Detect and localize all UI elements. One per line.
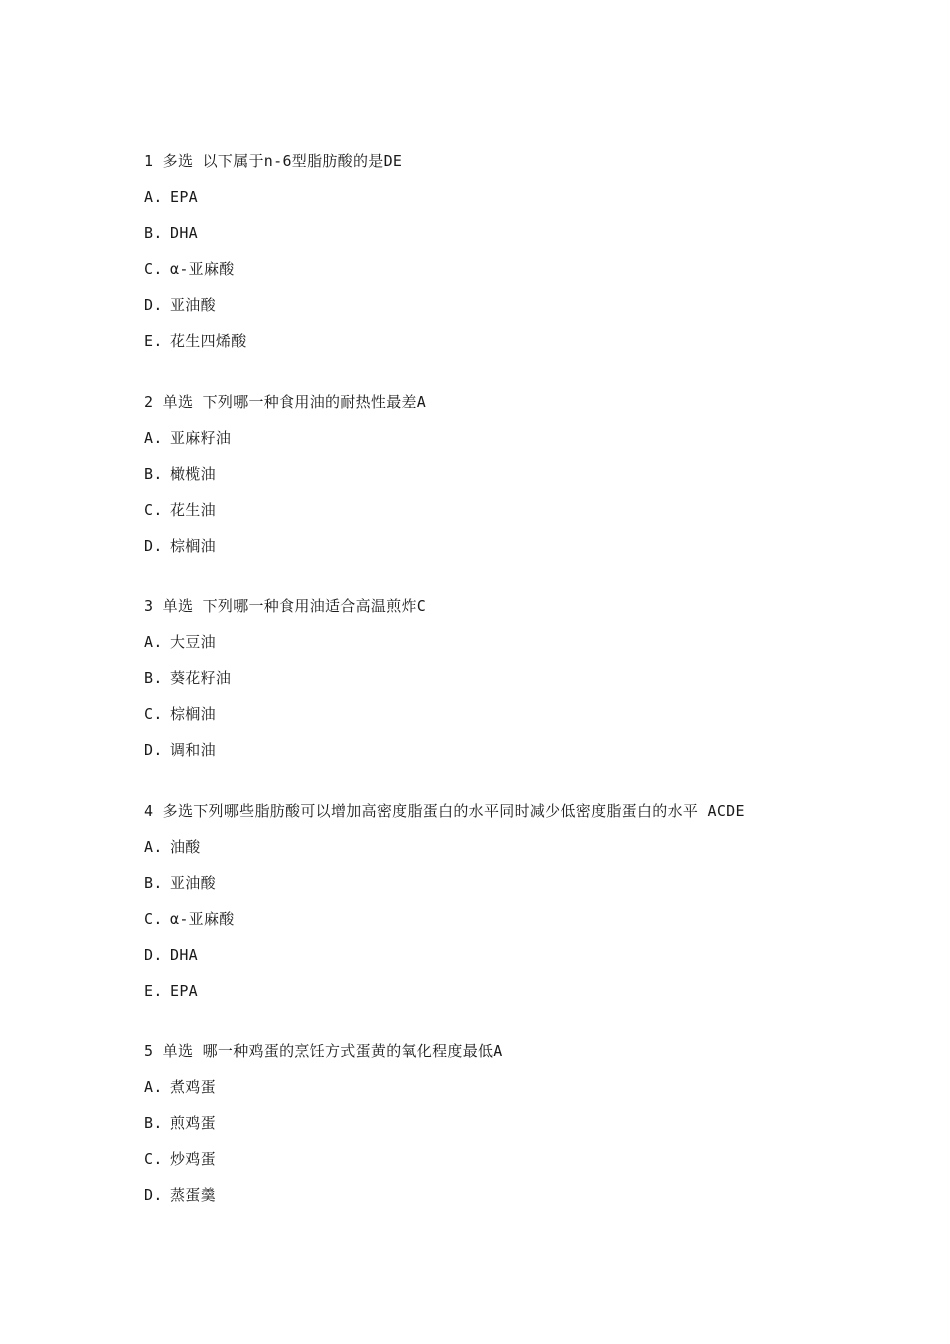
option-text: 葵花籽油 — [170, 669, 232, 687]
question-5 — [144, 1041, 904, 1205]
option-c — [144, 1149, 904, 1169]
option-text: 花生油 — [170, 501, 216, 519]
option-text: 煎鸡蛋 — [170, 1114, 216, 1132]
option-text: 蒸蛋羹 — [170, 1186, 216, 1204]
option-b — [144, 223, 904, 243]
option-d — [144, 295, 904, 315]
option-text: 煮鸡蛋 — [170, 1078, 216, 1096]
option-letter: A. — [144, 633, 163, 651]
option-b — [144, 1113, 904, 1133]
option-a — [144, 428, 904, 448]
option-a — [144, 837, 904, 857]
option-letter: C. — [144, 1150, 163, 1168]
option-d — [144, 740, 904, 760]
option-text: DHA — [170, 946, 198, 964]
option-letter: B. — [144, 1114, 163, 1132]
option-text: DHA — [170, 224, 198, 242]
option-text: 亚油酸 — [170, 296, 216, 314]
option-letter: C. — [144, 260, 163, 278]
option-text: 亚油酸 — [170, 874, 216, 892]
question-2 — [144, 392, 904, 556]
option-letter: B. — [144, 465, 163, 483]
option-letter: D. — [144, 1186, 163, 1204]
option-text: 花生四烯酸 — [170, 332, 247, 350]
option-d — [144, 945, 904, 965]
option-text: 亚麻籽油 — [170, 429, 232, 447]
option-text: EPA — [170, 188, 198, 206]
option-d — [144, 1185, 904, 1205]
option-text: 橄榄油 — [170, 465, 216, 483]
question-title: 4 多选下列哪些脂肪酸可以增加高密度脂蛋白的水平同时减少低密度脂蛋白的水平 ACDE — [144, 802, 745, 820]
option-letter: A. — [144, 429, 163, 447]
option-c — [144, 259, 904, 279]
option-text: 棕榈油 — [170, 705, 216, 723]
option-letter: A. — [144, 1078, 163, 1096]
option-text: 油酸 — [170, 838, 201, 856]
option-letter: E. — [144, 982, 163, 1000]
question-title: 5 单选 哪一种鸡蛋的烹饪方式蛋黄的氧化程度最低A — [144, 1042, 503, 1060]
option-letter: B. — [144, 874, 163, 892]
option-text: EPA — [170, 982, 198, 1000]
option-b — [144, 668, 904, 688]
option-letter: D. — [144, 741, 163, 759]
option-e — [144, 981, 904, 1001]
option-d — [144, 536, 904, 556]
option-a — [144, 187, 904, 207]
option-letter: D. — [144, 296, 163, 314]
option-letter: C. — [144, 501, 163, 519]
option-c — [144, 500, 904, 520]
option-letter: B. — [144, 669, 163, 687]
option-text: 棕榈油 — [170, 537, 216, 555]
option-b — [144, 873, 904, 893]
option-a — [144, 632, 904, 652]
option-c — [144, 909, 904, 929]
option-letter: D. — [144, 946, 163, 964]
option-c — [144, 704, 904, 724]
option-text: α-亚麻酸 — [170, 260, 235, 278]
option-letter: C. — [144, 910, 163, 928]
option-b — [144, 464, 904, 484]
option-text: 调和油 — [170, 741, 216, 759]
question-title: 2 单选 下列哪一种食用油的耐热性最差A — [144, 393, 427, 411]
option-letter: A. — [144, 188, 163, 206]
question-3 — [144, 596, 904, 760]
question-title: 1 多选 以下属于n-6型脂肪酸的是DE — [144, 152, 403, 170]
option-letter: C. — [144, 705, 163, 723]
option-letter: D. — [144, 537, 163, 555]
option-letter: E. — [144, 332, 163, 350]
option-text: α-亚麻酸 — [170, 910, 235, 928]
option-letter: A. — [144, 838, 163, 856]
option-text: 大豆油 — [170, 633, 216, 651]
question-1 — [144, 151, 904, 351]
option-text: 炒鸡蛋 — [170, 1150, 216, 1168]
question-title: 3 单选 下列哪一种食用油适合高温煎炸C — [144, 597, 427, 615]
question-4 — [144, 801, 904, 1001]
option-e — [144, 331, 904, 351]
option-letter: B. — [144, 224, 163, 242]
option-a — [144, 1077, 904, 1097]
